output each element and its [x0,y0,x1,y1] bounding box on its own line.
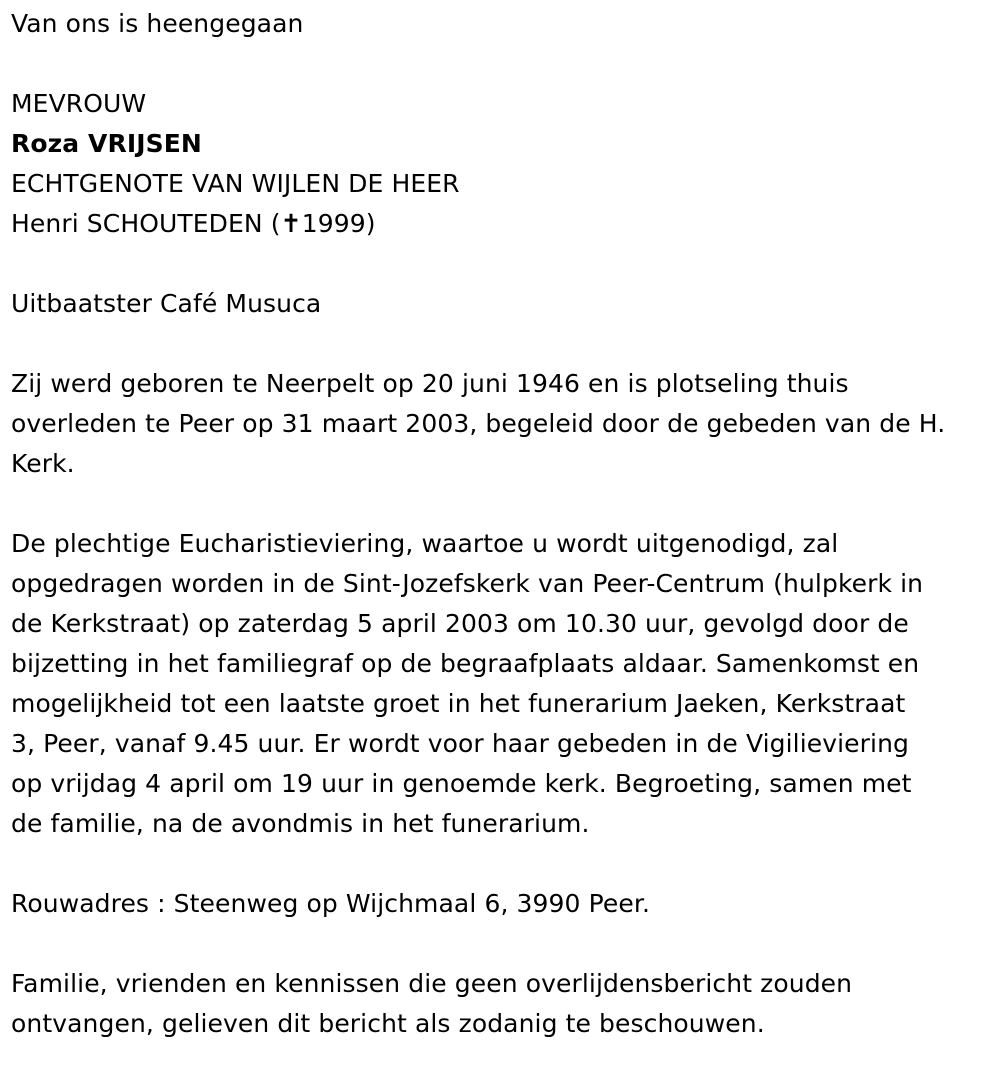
spouse-closing-paren: ) [365,209,376,238]
cross-icon: ✝ [280,209,302,238]
honorific-title: MEVROUW [11,89,147,118]
ceremony-line: mogelijkheid tot een laatste groet in het funerarium Jaeken, Kerkstraat [11,689,906,718]
spouse-title: ECHTGENOTE VAN WIJLEN DE HEER [11,169,460,198]
ceremony-line: de familie, na de avondmis in het funerarium. [11,809,590,838]
ceremony-line: bijzetting in het familiegraf op de begraafplaats aldaar. Samenkomst en [11,649,920,678]
ceremony-line: 3, Peer, vanaf 9.45 uur. Er wordt voor haar gebeden in de Vigilieviering [11,729,909,758]
birth-death-line: overleden te Peer op 31 maart 2003, begeleid door de gebeden van de H. [11,409,946,438]
ceremony-line: opgedragen worden in de Sint-Jozefskerk van Peer-Centrum (hulpkerk in [11,569,924,598]
intro-line: Van ons is heengegaan [11,9,304,38]
obituary-document [11,4,996,1044]
notice-line: Familie, vrienden en kennissen die geen overlijdensbericht zouden [11,969,853,998]
birth-death-line: Kerk. [11,449,75,478]
ceremony-line: de Kerkstraat) op zaterdag 5 april 2003 om 10.30 uur, gevolgd door de [11,609,909,638]
spacer [11,324,996,364]
ceremony-line: De plechtige Eucharistieviering, waartoe u wordt uitgenodigd, zal [11,529,839,558]
birth-death-line: Zij werd geboren te Neerpelt op 20 juni 1946 en is plotseling thuis [11,369,849,398]
ceremony-line: op vrijdag 4 april om 19 uur in genoemde kerk. Begroeting, samen met [11,769,912,798]
deceased-name: Roza VRIJSEN [11,129,202,158]
spacer [11,244,996,284]
mourning-address: Rouwadres : Steenweg op Wijchmaal 6, 3990 Peer. [11,889,650,918]
spacer [11,44,996,84]
spouse-name: Henri SCHOUTEDEN ( [11,209,281,238]
spacer [11,924,996,964]
spacer [11,844,996,884]
spouse-death-year: 1999 [301,209,366,238]
occupation: Uitbaatster Café Musuca [11,289,322,318]
notice-line: ontvangen, gelieven dit bericht als zodanig te beschouwen. [11,1009,765,1038]
spacer [11,484,996,524]
spouse-line [11,204,996,244]
